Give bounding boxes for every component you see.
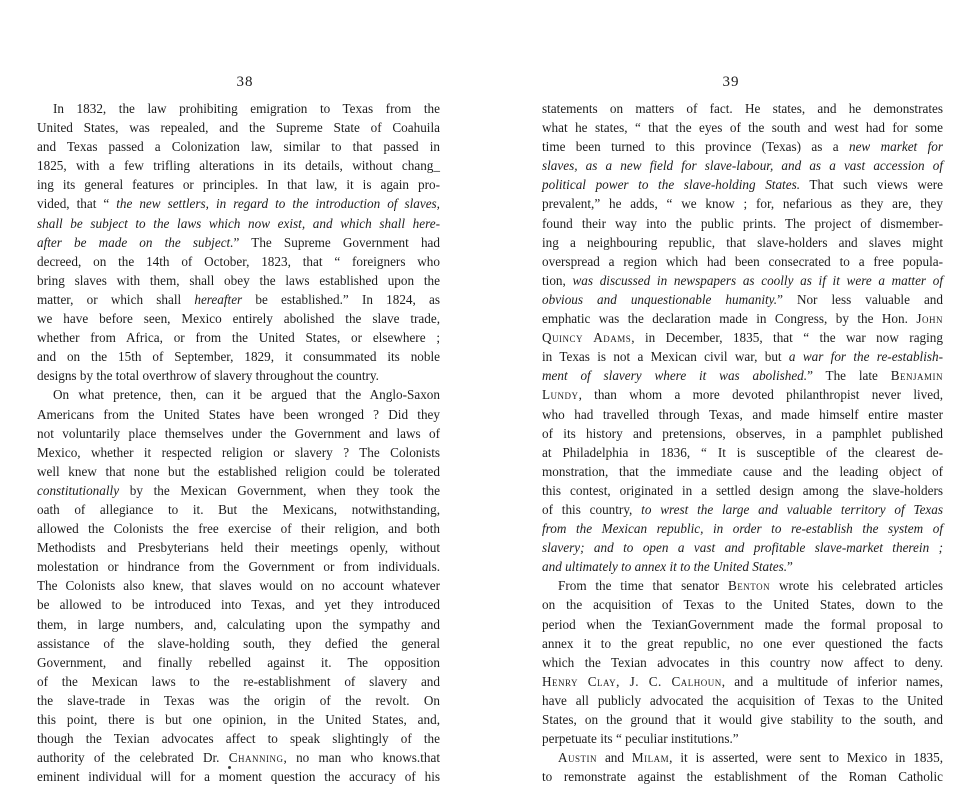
text-run: be allowed to be introduced into Texas, and yet they introduced — [37, 597, 440, 613]
text-run: what he states, “ that the eyes of the south and west had for some — [542, 120, 943, 136]
small-caps-name: Quincy Adams — [542, 330, 632, 346]
text-line — [37, 252, 440, 271]
text-line — [542, 328, 943, 347]
text-run: , it is asserted, were sent to Mexico in 1835, — [669, 750, 943, 766]
text-run: prevalent,” he adds, “ we know ; for, nefarious as they are, they — [542, 196, 943, 212]
text-run: and — [597, 750, 632, 766]
text-line — [542, 424, 943, 443]
text-run: have all publicly advocated the acquisition of Texas to the United — [542, 692, 943, 708]
italic-text: after be made on the subject. — [37, 234, 234, 250]
small-caps-name: Austin — [558, 750, 598, 766]
text-line — [37, 366, 440, 385]
italic-text: hereafter — [194, 291, 243, 307]
text-run: and Texas passed a Colonization law, similar to that passed in — [37, 139, 440, 155]
text-line — [542, 691, 943, 710]
text-line — [37, 118, 440, 137]
text-run: On what pretence, then, can it be argued that the Anglo-Saxon — [53, 387, 440, 403]
italic-text: the new settlers, in regard to the introduction of slaves, — [116, 196, 440, 212]
italic-text: new market for — [848, 139, 943, 155]
text-run: bring slaves with them, shall obey the laws established upon the — [37, 272, 440, 288]
ink-dot — [228, 766, 231, 769]
small-caps-name: Benton — [728, 578, 771, 594]
italic-text: was discussed in newspapers as coolly as if it were a matter of — [572, 272, 944, 288]
text-line — [37, 156, 440, 175]
text-run: emphatic was the declaration made in Congress, by the Hon. — [542, 311, 917, 327]
text-run: decreed, on the 14th of October, 1823, that “ foreigners who — [37, 253, 440, 269]
text-line — [37, 576, 440, 595]
text-run: though the Texian advocates affect to speak slightingly of the — [37, 731, 440, 747]
text-run: authority of the celebrated Dr. — [37, 750, 229, 766]
italic-text: shall be subject to the laws which now exist, and which shall here- — [37, 215, 440, 231]
text-line — [542, 156, 943, 175]
text-line — [37, 557, 440, 576]
italic-text: slavery; and to open a vast and profitable slave-market therein ; — [542, 540, 943, 556]
text-line — [37, 309, 440, 328]
text-run: this contest, originated in a settled design among the slave-holders — [542, 482, 943, 498]
text-line — [37, 691, 440, 710]
text-run: , and a multitude of inferior names, — [721, 673, 943, 689]
text-run: which the Texian advocates in this country now affect to deny. — [542, 654, 943, 670]
right-page — [490, 0, 980, 797]
text-run: to remonstrate against the establishment of the Roman Catholic — [542, 769, 943, 785]
text-run: tion, — [542, 272, 573, 288]
text-run: From the time that senator — [558, 578, 728, 594]
text-run: That such views were — [800, 177, 943, 193]
small-caps-name: Henry Clay, J. C. Calhoun — [542, 673, 722, 689]
italic-text: a war for the re-establish- — [788, 349, 943, 365]
text-line — [542, 557, 943, 576]
text-run: vided, that “ — [37, 196, 117, 212]
italic-text: and ultimately to annex it to the United States. — [542, 559, 788, 575]
text-line — [542, 767, 943, 786]
text-line — [542, 233, 943, 252]
text-run: 1825, with a few trifling alterations in its details, without chang_ — [37, 158, 440, 174]
text-run: them, in large numbers, and, calculating upon the sympathy and — [37, 616, 440, 632]
text-line — [37, 748, 440, 767]
text-run: oath of allegiance to it. But the Mexicans, notwithstanding, — [37, 501, 440, 517]
text-line — [542, 290, 943, 309]
text-run: of the Mexican laws to the re-establishment of slavery and — [37, 673, 440, 689]
text-run: the slave-trade in Texas was the origin of the revolt. On — [37, 692, 440, 708]
text-line — [37, 233, 440, 252]
text-line — [37, 328, 440, 347]
text-line — [37, 214, 440, 233]
text-run: Americans from the United States have been wronged ? Did they — [37, 406, 440, 422]
text-run: ” — [787, 559, 793, 575]
text-line — [542, 175, 943, 194]
text-run: not voluntarily place themselves under the Government and laws of — [37, 425, 440, 441]
text-run: annex it to the great republic, no one ever questioned the facts — [542, 635, 943, 651]
text-run: period when the TexianGovernment made the formal proposal to — [542, 616, 943, 632]
text-run: , in December, 1835, that “ the war now raging — [631, 330, 943, 346]
text-line — [542, 271, 943, 290]
text-line — [542, 462, 943, 481]
text-line — [542, 634, 943, 653]
text-run: at Philadelphia in 1836, “ It is susceptible of the clearest de- — [542, 444, 943, 460]
text-line — [37, 729, 440, 748]
text-line — [542, 615, 943, 634]
text-run: by the Mexican Government, when they took the — [119, 482, 440, 498]
text-run: of this country, — [542, 501, 642, 517]
text-line — [37, 347, 440, 366]
text-run: monstration, that the immediate cause and the leading object of — [542, 463, 943, 479]
text-line — [542, 347, 943, 366]
text-run: designs by the total overthrow of slavery throughout the country. — [37, 368, 379, 384]
text-line — [542, 653, 943, 672]
text-line — [542, 366, 943, 385]
text-run: ” The late — [807, 368, 891, 384]
text-line — [542, 194, 943, 213]
small-caps-name: John — [916, 311, 943, 327]
text-run: matter, or which shall — [37, 291, 195, 307]
text-line — [37, 271, 440, 290]
text-line — [37, 481, 440, 500]
text-run: Mexico, whether it respected religion or slavery ? The Colonists — [37, 444, 440, 460]
text-line — [542, 214, 943, 233]
text-line — [37, 672, 440, 691]
text-line — [37, 137, 440, 156]
text-run: we have before seen, Mexico entirely abolished the slave trade, — [37, 311, 440, 327]
text-line — [542, 99, 943, 118]
text-line — [37, 710, 440, 729]
text-run: well knew that none but the established religion could be tolerated — [37, 463, 440, 479]
text-line — [37, 194, 440, 213]
text-run: States, on the ground that it would give stability to the south, and — [542, 712, 943, 727]
body-text — [542, 99, 943, 786]
text-line — [542, 137, 943, 156]
small-caps-name: Channing — [228, 750, 284, 766]
text-line — [37, 290, 440, 309]
page-number: 38 — [236, 74, 254, 90]
text-run: ” Nor less valuable and — [777, 291, 943, 307]
text-run: In 1832, the law prohibiting emigration to Texas from the — [53, 101, 440, 116]
text-line — [542, 405, 943, 424]
text-line — [37, 519, 440, 538]
text-line — [542, 385, 943, 404]
text-line — [542, 443, 943, 462]
text-line — [542, 519, 943, 538]
text-line — [37, 405, 440, 424]
small-caps-name: Milam — [631, 750, 670, 766]
text-run: Methodists and Presbyterians held their meetings openly, without — [37, 540, 440, 556]
text-run: ” The Supreme Government had — [233, 234, 440, 250]
page-number: 39 — [722, 74, 740, 90]
text-line — [37, 175, 440, 194]
small-caps-name: Lundy — [542, 387, 579, 403]
text-line — [37, 653, 440, 672]
text-line — [37, 538, 440, 557]
text-line — [37, 385, 440, 404]
body-text — [37, 99, 440, 786]
italic-text: ment of slavery where it was abolished. — [542, 368, 808, 384]
text-line — [542, 481, 943, 500]
text-run: of its history and pretensions, observes, in a pamphlet published — [542, 425, 943, 441]
text-line — [542, 309, 943, 328]
text-line — [542, 595, 943, 614]
text-line — [542, 576, 943, 595]
text-run: statements on matters of fact. He states, and he demonstrates — [542, 101, 943, 116]
text-line — [542, 710, 943, 729]
italic-text: from the Mexican republic, in order to re-establish the system of — [542, 521, 943, 537]
text-run: and on the 15th of September, 1829, it consummated its noble — [37, 349, 440, 365]
italic-text: slaves, as a new field for slave-labour, and as a vast accession of — [542, 158, 943, 174]
text-run: in Texas is not a Mexican civil war, but — [542, 349, 789, 365]
text-line — [37, 595, 440, 614]
text-line — [37, 615, 440, 634]
text-line — [37, 634, 440, 653]
text-run: eminent individual will for a moment question the accuracy of his — [37, 769, 440, 785]
text-run: molestation or hindrance from the Government or from individuals. — [37, 559, 440, 575]
italic-text: constitutionally — [37, 482, 120, 498]
text-run: , than whom a more devoted philanthropist never lived, — [578, 387, 943, 403]
text-line — [542, 729, 943, 748]
text-run: found their way into the public prints. The project of dismember- — [542, 215, 943, 231]
text-run: Government, and finally rebelled against it. The opposition — [37, 654, 440, 670]
text-run: ing a neighbouring republic, that slave-holders and slaves might — [542, 234, 943, 250]
text-line — [37, 443, 440, 462]
text-run: on the acquisition of Texas to the United States, down to the — [542, 597, 943, 613]
text-run: perpetuate its “ peculiar institutions.” — [542, 731, 739, 747]
italic-text: obvious and unquestionable humanity. — [542, 291, 778, 307]
text-run: who had travelled through Texas, and made himself entire master — [542, 406, 943, 422]
text-line — [542, 118, 943, 137]
text-run: this point, there is but one opinion, in the United States, and, — [37, 712, 440, 727]
text-line — [37, 99, 440, 118]
text-line — [37, 424, 440, 443]
small-caps-name: Benjamin — [890, 368, 943, 384]
italic-text: political power to the slave-holding States. — [542, 177, 800, 193]
text-run: assistance of the slave-holding south, they defied the general — [37, 635, 440, 651]
text-line — [542, 672, 943, 691]
text-line — [37, 767, 440, 786]
text-run: wrote his celebrated articles — [770, 578, 944, 594]
text-line — [542, 538, 943, 557]
text-run: whether from Africa, or from the United States, or elsewhere ; — [37, 330, 440, 346]
text-run: , no man who knows.that — [283, 750, 440, 766]
italic-text: to wrest the large and valuable territory of Texas — [641, 501, 944, 517]
text-line — [37, 462, 440, 481]
text-run: The Colonists also knew, that slaves would on no account whatever — [37, 578, 440, 594]
text-run: United States, was repealed, and the Supreme State of Coahuila — [37, 120, 440, 136]
text-line — [542, 252, 943, 271]
text-run: ing its general features or principles. In that law, it is again pro- — [37, 177, 440, 193]
text-line — [542, 748, 943, 767]
text-run: overspread a region which had been consecrated to a free popula- — [542, 253, 943, 269]
text-line — [542, 500, 943, 519]
text-run: be established.” In 1824, as — [242, 291, 440, 307]
text-line — [37, 500, 440, 519]
text-run: time been turned to this province (Texas) as a — [542, 139, 849, 155]
text-run: allowed the Colonists the free exercise of their religion, and both — [37, 521, 440, 537]
